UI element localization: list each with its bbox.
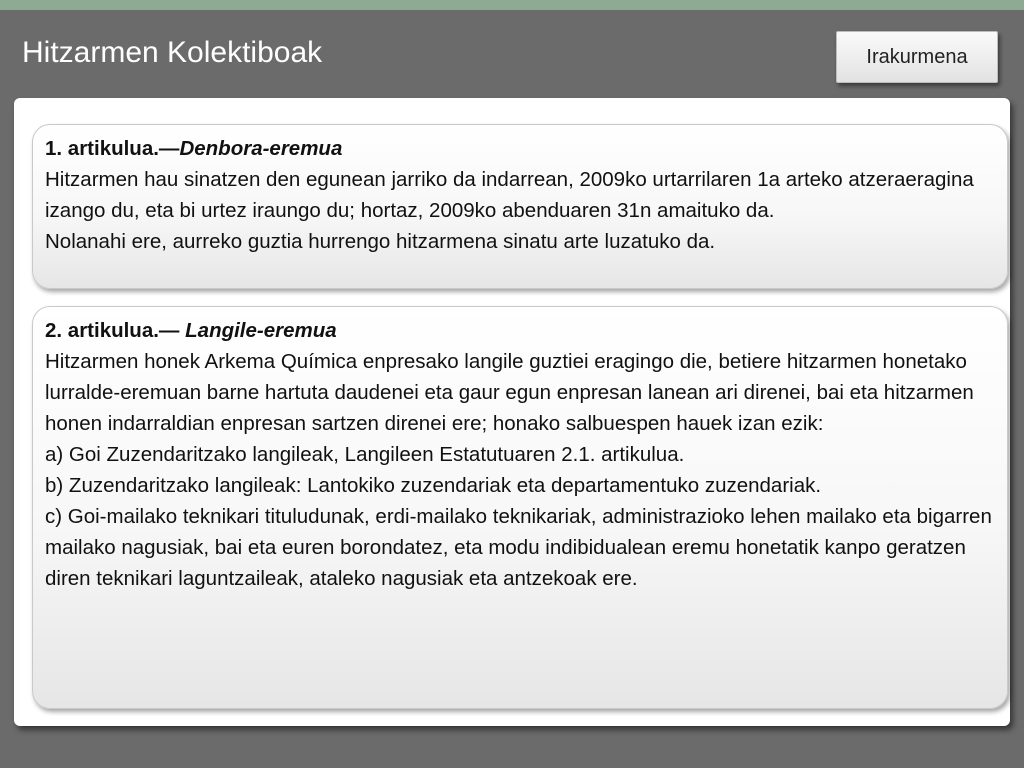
article-heading-1 <box>45 133 995 164</box>
article-subject-2: Langile-eremua <box>185 319 337 342</box>
article-2-exception-a: a) Goi Zuzendaritzako langileak, Langileen Estatutuaren 2.1. artikulua. <box>45 443 685 466</box>
top-accent-strip <box>0 0 1024 10</box>
page-title: Hitzarmen Kolektiboak <box>22 36 323 69</box>
article-1-paragraph-2: Nolanahi ere, aurreko guztia hurrengo hitzarmena sinatu arte luzatuko da. <box>45 230 716 253</box>
article-heading-2 <box>45 315 995 346</box>
article-1-paragraph-1: Hitzarmen hau sinatzen den egunean jarriko da indarrean, 2009ko urtarrilaren 1a arteko atzeraeragina izango du, eta bi urtez iraungo du; hortaz, 2009ko abenduaren 31n amaituko da. <box>45 168 974 222</box>
article-2-exception-c: c) Goi-mailako teknikari tituludunak, erdi-mailako teknikariak, administrazioko lehen mailako eta bigarren mailako nagusiak, bai eta euren borondatez, eta modu indibidualean eremu honetatik kanpo geratzen diren teknikari laguntzaileak, ataleko nagusiak eta antzekoak ere. <box>45 505 992 590</box>
article-2-paragraph-1: Hitzarmen honek Arkema Química enpresako langile guztiei eragingo die, betiere hitzarmen honetako lurralde-eremuan barne hartuta daudenei eta gaur egun enpresan lanean ari direnei, bai eta hitzarmen honen indarraldian enpresan sartzen direnei ere; honako salbuespen hauek izan ezik: <box>45 350 974 435</box>
article-card-2 <box>32 306 1008 709</box>
article-card-1 <box>32 124 1008 289</box>
article-number-1: 1. artikulua.— <box>45 137 180 160</box>
read-mode-button[interactable]: Irakurmena <box>836 31 998 83</box>
article-2-exception-b: b) Zuzendaritzako langileak: Lantokiko zuzendariak eta departamentuko zuzendariak. <box>45 474 822 497</box>
content-panel <box>14 98 1010 726</box>
article-number-2: 2. artikulua.— <box>45 319 186 342</box>
article-subject-1: Denbora-eremua <box>179 137 343 160</box>
